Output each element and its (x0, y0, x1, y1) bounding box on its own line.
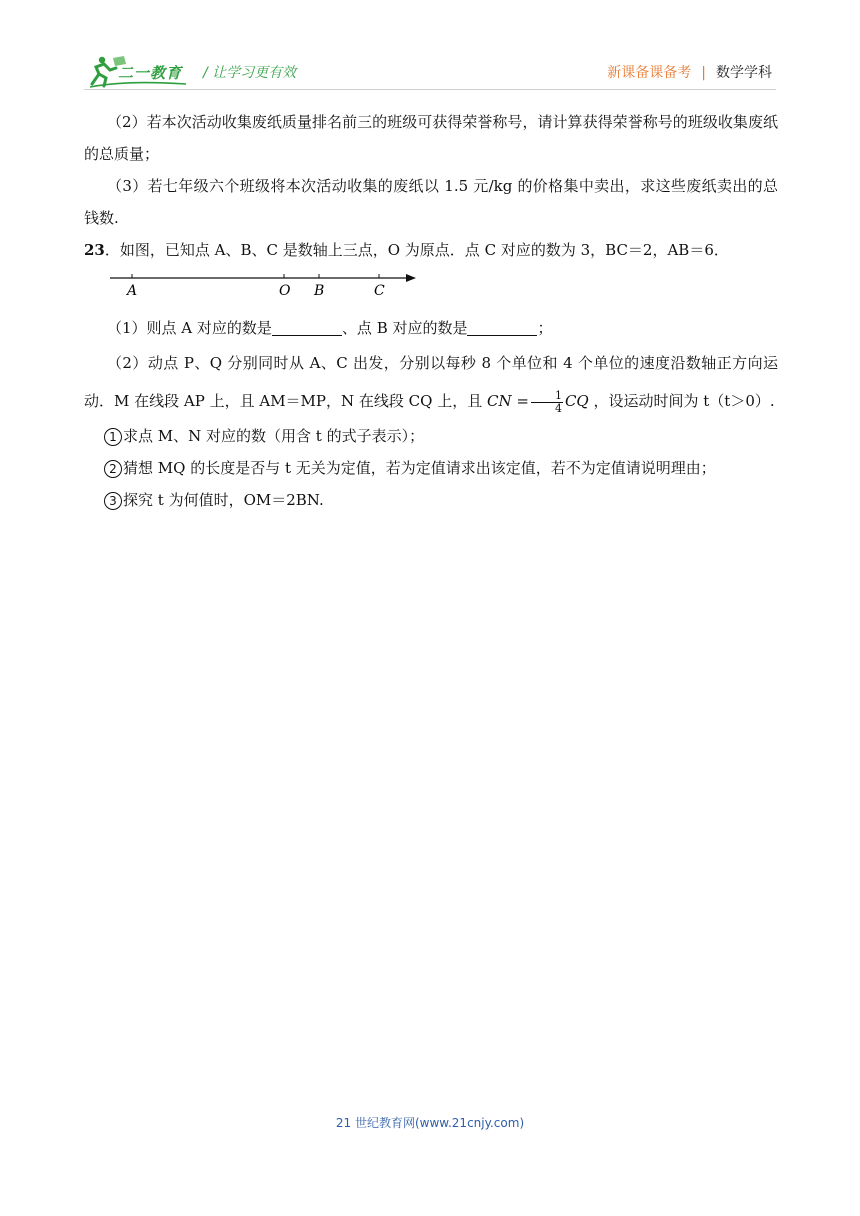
point-o-label: O (279, 283, 291, 299)
q23-part2-text-b: ，设运动时间为 t（t＞0）. (593, 392, 775, 410)
logo-text: 二一教育 (118, 64, 183, 82)
answer-blank-a[interactable] (272, 317, 342, 336)
point-b-label: B (314, 283, 325, 299)
number-line-figure (110, 272, 430, 312)
circled-number-1: 1 (104, 428, 122, 446)
q23-part1-text-b: 、点 B 对应的数是 (341, 319, 468, 337)
formula-right: CQ (564, 392, 589, 410)
q23-part1-text-a: （1）则点 A 对应的数是 (107, 319, 272, 337)
q23-stem: ．如图，已知点 A、B、C 是数轴上三点，O 为原点．点 C 对应的数为 3，BC＝2，AB＝6． (104, 241, 729, 259)
footer-link[interactable]: 21 世纪教育网(www.21cnjy.com) (335, 1116, 525, 1130)
fraction-denominator: 4 (554, 401, 562, 415)
q23-stem-line (84, 234, 778, 266)
slogan: / 让学习更有效 (203, 65, 297, 81)
sub-question-3 (84, 484, 778, 516)
header-separator: | (701, 65, 706, 81)
circled-number-2: 2 (104, 460, 122, 478)
sub-question-2 (84, 452, 778, 484)
q23-part1-text-c: ； (537, 319, 553, 337)
point-a-label: A (127, 283, 138, 299)
formula-cn (487, 388, 589, 415)
number-line (84, 266, 778, 312)
formula-left: CN = (487, 392, 529, 410)
q23-part1 (84, 312, 778, 344)
q23-part2 (84, 344, 778, 420)
subject-label: 数学学科 (716, 65, 772, 81)
page-content (84, 106, 778, 516)
sub-question-3-text: 探究 t 为何值时，OM＝2BN. (123, 491, 324, 509)
header-divider (84, 89, 776, 90)
page-header (0, 0, 860, 100)
course-label: 新课备课备考 (607, 65, 692, 81)
fraction-numerator: 1 (531, 390, 563, 403)
q23-part2-text-a: （2）动点 P、Q 分别同时从 A、C 出发，分别以每秒 8 个单位和 4 个单位的速度沿数轴正方向运动．M 在线段 AP 上，且 AM＝MP，N 在线段 CQ 上，且 (84, 354, 778, 410)
q22-part3: （3）若七年级六个班级将本次活动收集的废纸以 1.5 元/kg 的价格集中卖出，求这些废纸卖出的总钱数. (84, 177, 778, 227)
fraction (531, 390, 563, 415)
circled-number-3: 3 (104, 492, 122, 510)
sub-question-2-text: 猜想 MQ 的长度是否与 t 无关为定值，若为定值请求出该定值，若不为定值请说明理由； (123, 459, 716, 477)
answer-blank-b[interactable] (467, 317, 537, 336)
sub-question-1-text: 求点 M、N 对应的数（用含 t 的式子表示）； (123, 427, 425, 445)
q22-part2: （2）若本次活动收集废纸质量排名前三的班级可获得荣誉称号，请计算获得荣誉称号的班级收集废纸的总质量； (84, 113, 778, 163)
point-c-label: C (374, 283, 385, 299)
header-right (607, 62, 772, 82)
sub-question-1 (84, 420, 778, 452)
q23-number: 23 (84, 241, 105, 259)
